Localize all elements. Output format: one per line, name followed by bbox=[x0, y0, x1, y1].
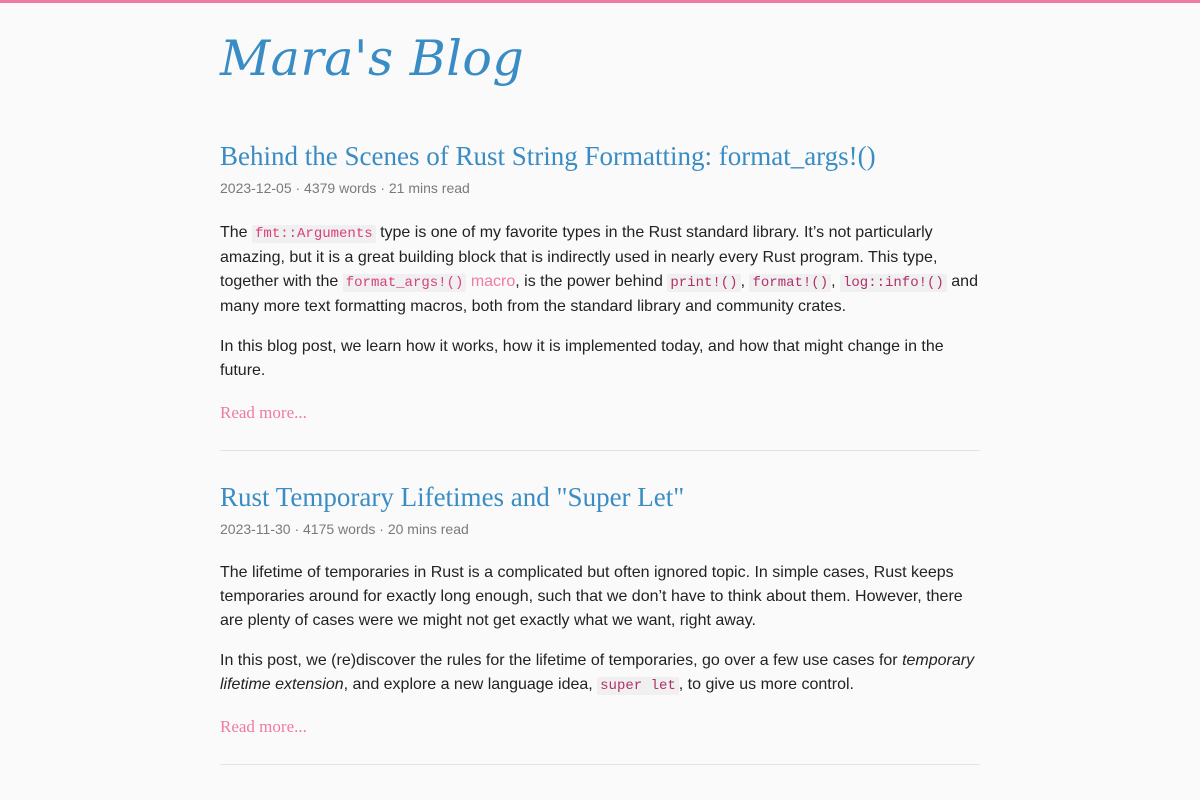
read-more-link[interactable]: Read more... bbox=[220, 403, 307, 422]
emphasis-text: temporary lifetime extension bbox=[220, 652, 975, 693]
link-text: macro bbox=[466, 273, 516, 290]
post-list bbox=[220, 140, 980, 765]
post-title-link[interactable]: Behind the Scenes of Rust String Formatting: format_args!() bbox=[220, 141, 876, 171]
excerpt-text: In this post, we (re)discover the rules for the lifetime of temporaries, go over a few use cases for bbox=[220, 652, 903, 669]
site-title-link[interactable]: Mara's Blog bbox=[220, 30, 525, 87]
inline-code: print!() bbox=[667, 274, 740, 292]
post-excerpt bbox=[220, 561, 980, 698]
excerpt-paragraph bbox=[220, 221, 980, 319]
post-item bbox=[220, 140, 980, 451]
excerpt-paragraph: In this blog post, we learn how it works, how it is implemented today, and how that might change in the future. bbox=[220, 338, 944, 379]
post-meta: 2023-12-05 · 4379 words · 21 mins read bbox=[220, 180, 470, 196]
inline-code: log::info!() bbox=[840, 274, 947, 292]
page-container bbox=[220, 3, 980, 765]
inline-code: super let bbox=[597, 677, 679, 695]
format-args-macro-link[interactable] bbox=[343, 273, 516, 290]
post-title-link[interactable]: Rust Temporary Lifetimes and "Super Let" bbox=[220, 482, 685, 512]
excerpt-paragraph bbox=[220, 649, 980, 698]
post-meta: 2023-11-30 · 4175 words · 20 mins read bbox=[220, 521, 469, 537]
inline-code: format_args!() bbox=[343, 274, 467, 292]
site-header bbox=[220, 3, 980, 88]
excerpt-text: The bbox=[220, 224, 253, 241]
inline-code: format!() bbox=[749, 274, 831, 292]
excerpt-text: type is one of my favorite types in the Rust standard library. It’s not particularly amazing, but it is a great building block that is indirectly used in nearly every Rust program. This type, together with the bbox=[220, 224, 938, 290]
post-excerpt bbox=[220, 221, 980, 383]
excerpt-text: , bbox=[831, 273, 840, 290]
post-item bbox=[220, 481, 980, 765]
excerpt-paragraph: The lifetime of temporaries in Rust is a complicated but often ignored topic. In simple cases, Rust keeps temporaries around for exactly long enough, such that we don’t have to think about them. However, there are plenty of cases were we might not get exactly what we want, right away. bbox=[220, 564, 963, 629]
excerpt-text: and many more text formatting macros, both from the standard library and community crates. bbox=[220, 273, 978, 315]
read-more-link[interactable]: Read more... bbox=[220, 717, 307, 736]
inline-code: fmt::Arguments bbox=[252, 225, 376, 243]
excerpt-text: , and explore a new language idea, bbox=[343, 676, 598, 693]
excerpt-text: , bbox=[740, 273, 750, 290]
excerpt-text: , to give us more control. bbox=[678, 676, 854, 693]
excerpt-text: , is the power behind bbox=[515, 273, 668, 290]
